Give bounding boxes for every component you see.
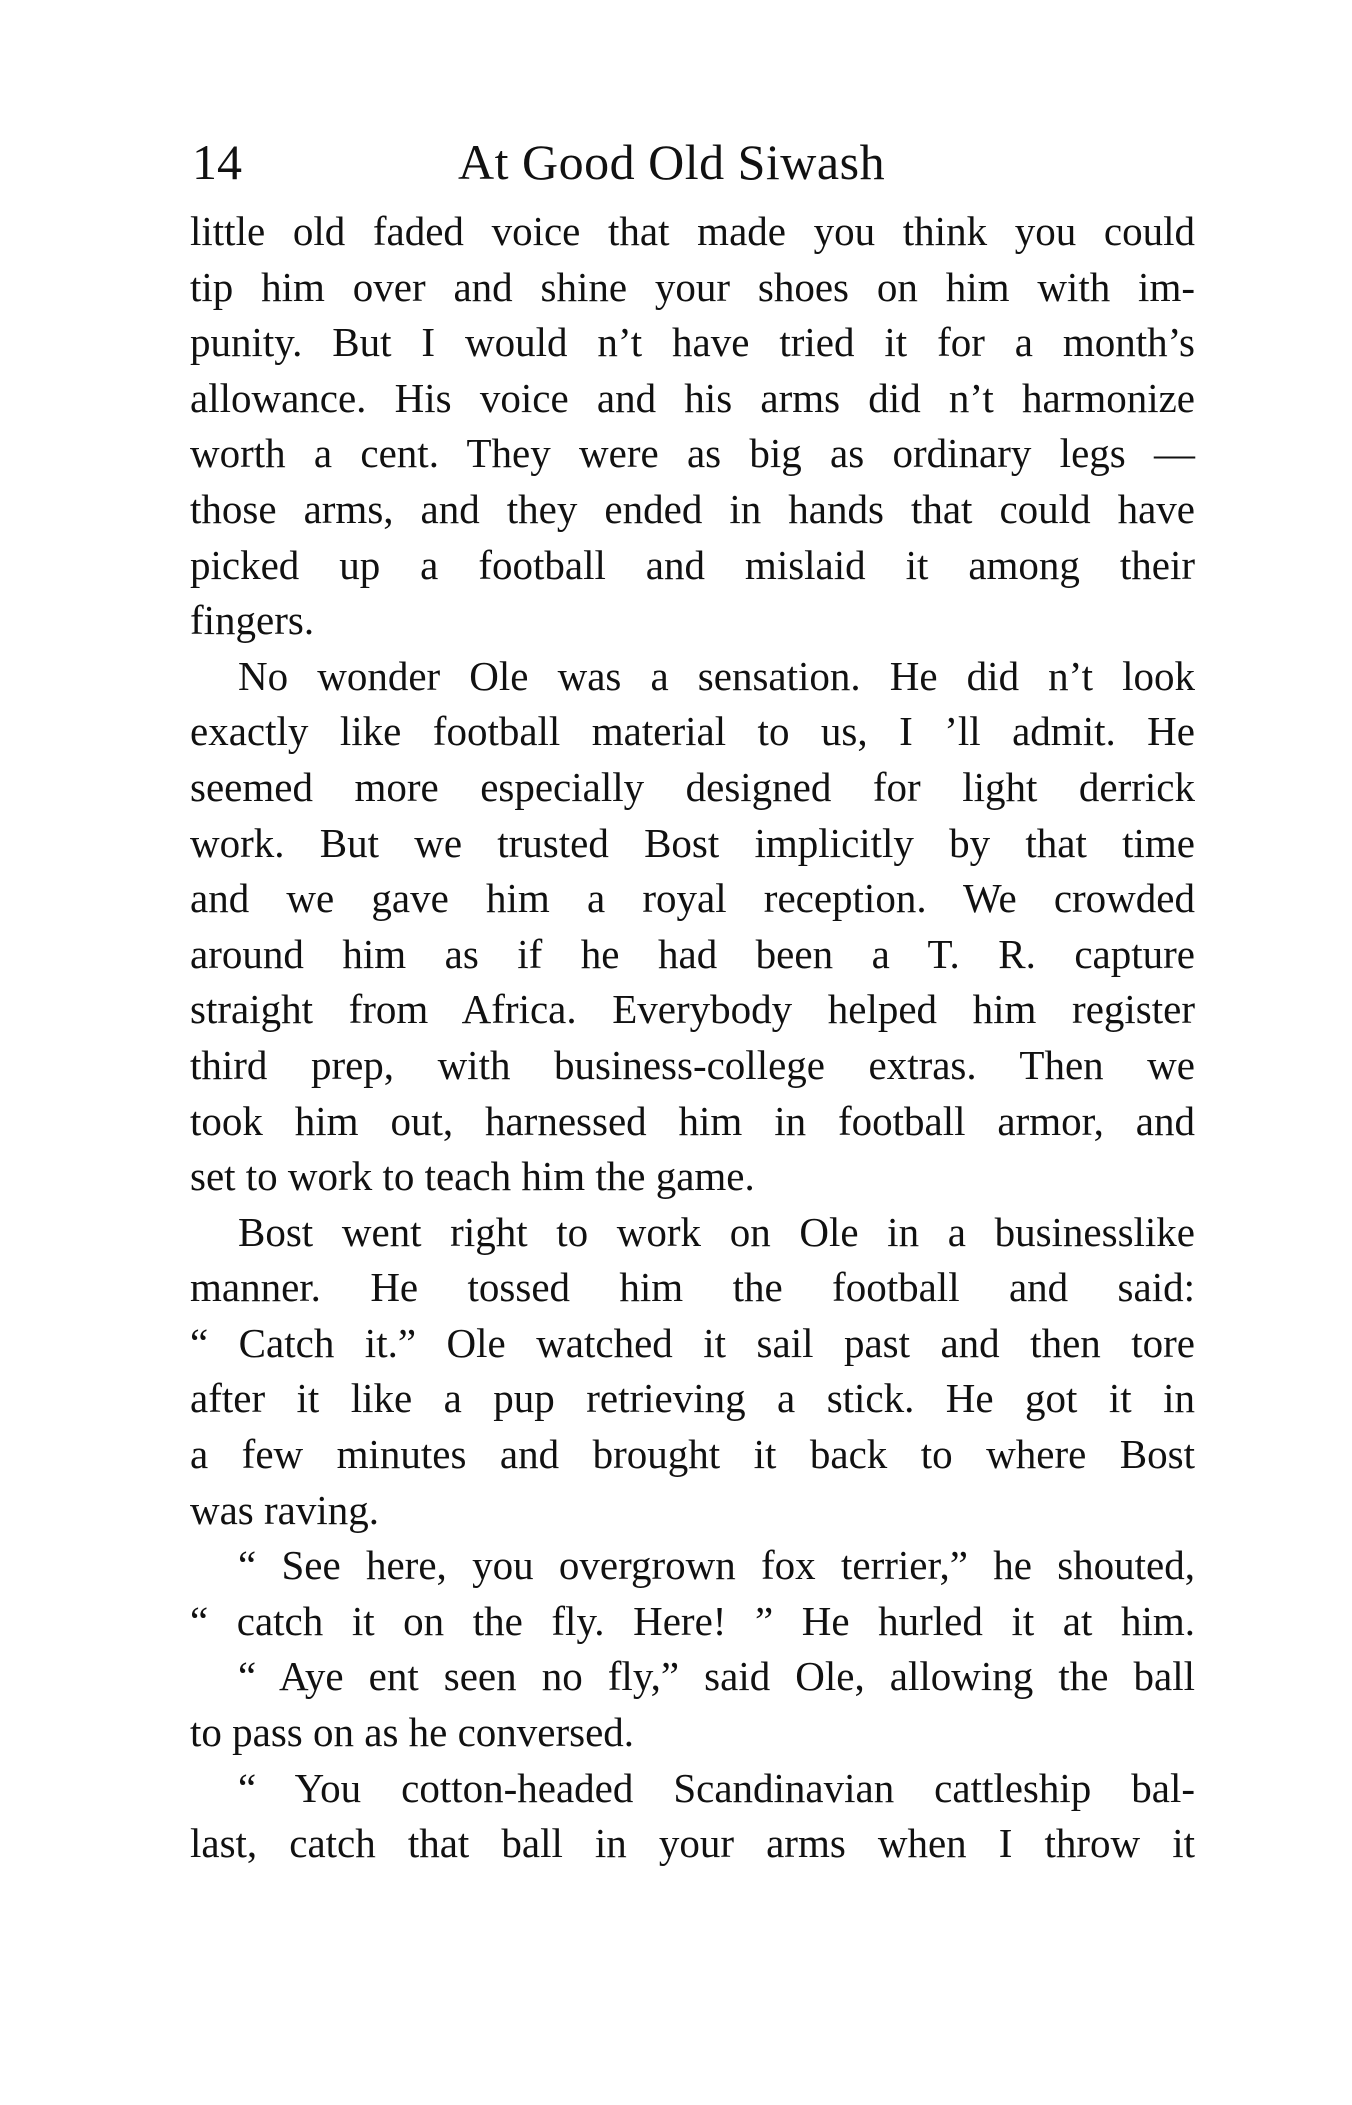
text-line: straight from Africa. Everybody helped him register bbox=[190, 986, 1195, 1033]
text-line: little old faded voice that made you think you could bbox=[190, 208, 1195, 254]
text-line: picked up a football and mislaid it among their bbox=[190, 541, 1195, 588]
text-line: fingers. bbox=[190, 597, 315, 644]
page-number: 14 bbox=[192, 134, 242, 190]
text-line: a few minutes and brought it back to where Bost bbox=[190, 1431, 1195, 1478]
text-line: took him out, harnessed him in football armor, and bbox=[190, 1097, 1195, 1144]
text-line: “ Catch it.” Ole watched it sail past and then tore bbox=[190, 1319, 1195, 1366]
running-title: At Good Old Siwash bbox=[458, 134, 886, 190]
text-line: Bost went right to work on Ole in a businesslike bbox=[238, 1208, 1195, 1255]
text-line: No wonder Ole was a sensation. He did n’t look bbox=[238, 652, 1195, 699]
running-head bbox=[190, 120, 1195, 204]
text-line: and we gave him a royal reception. We crowded bbox=[190, 875, 1195, 922]
text-line: punity. But I would n’t have tried it for a month’s bbox=[190, 319, 1195, 366]
text-line: work. But we trusted Bost implicitly by that time bbox=[190, 819, 1195, 866]
text-line: to pass on as he conversed. bbox=[190, 1709, 635, 1756]
text-line: “ You cotton-headed Scandinavian cattleship bal- bbox=[238, 1764, 1195, 1811]
text-line: manner. He tossed him the football and said: bbox=[190, 1264, 1195, 1311]
text-line: around him as if he had been a T. R. capture bbox=[190, 930, 1195, 977]
text-line: third prep, with business-college extras. Then we bbox=[190, 1041, 1195, 1088]
text-line: seemed more especially designed for light derrick bbox=[190, 763, 1195, 810]
text-line: tip him over and shine your shoes on him with im- bbox=[190, 263, 1195, 310]
text-line: “ Aye ent seen no fly,” said Ole, allowing the ball bbox=[238, 1653, 1195, 1700]
text-line: set to work to teach him the game. bbox=[190, 1153, 755, 1200]
text-line: exactly like football material to us, I ’ll admit. He bbox=[190, 708, 1195, 755]
text-line: worth a cent. They were as big as ordinary legs — bbox=[190, 430, 1195, 477]
text-line: those arms, and they ended in hands that could have bbox=[190, 485, 1195, 532]
text-line: allowance. His voice and his arms did n’t harmonize bbox=[190, 374, 1195, 421]
text-line: “ See here, you overgrown fox terrier,” he shouted, bbox=[238, 1542, 1195, 1589]
text-line: was raving. bbox=[190, 1486, 380, 1533]
book-page bbox=[190, 120, 1195, 1872]
body-text bbox=[190, 204, 1195, 1872]
text-line: after it like a pup retrieving a stick. He got it in bbox=[190, 1375, 1195, 1422]
text-line: last, catch that ball in your arms when I throw it bbox=[190, 1820, 1195, 1867]
text-line: “ catch it on the fly. Here! ” He hurled it at him. bbox=[190, 1597, 1195, 1644]
